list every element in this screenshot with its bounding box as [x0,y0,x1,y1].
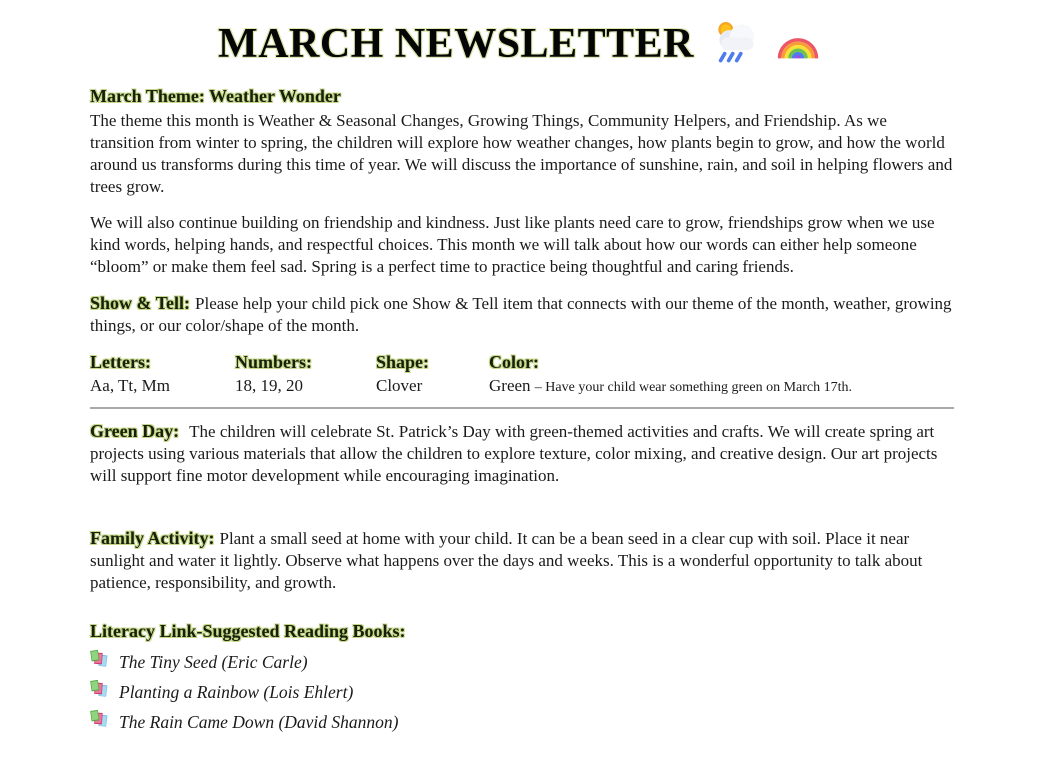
newsletter-body [0,69,1038,735]
section-divider [90,407,954,409]
color-value [489,374,954,399]
month-info-row [90,351,954,399]
rainbow-icon [776,20,820,67]
list-item [90,679,954,705]
book-title: The Rain Came Down (David Shannon) [119,711,399,732]
books-icon [90,709,110,735]
literacy-link-heading: Literacy Link-Suggested Reading Books: [90,621,406,641]
numbers-column [235,351,376,399]
page-title: MARCH NEWSLETTER [218,20,694,67]
sun-behind-rain-cloud-icon [712,18,758,69]
books-icon [90,649,110,675]
green-day-text: The children will celebrate St. Patrick’s Day with green-themed activities and crafts. We will create spring art projects using various materials that allow the children to explore texture, color mixing, and creative design. Our art projects will support fine motor development while encouraging imagination. [90,422,938,485]
reading-book-list [90,649,954,735]
letters-value: Aa, Tt, Mm [90,376,170,395]
letters-label: Letters: [90,352,151,372]
show-and-tell-paragraph [90,292,954,337]
theme-paragraph-2: We will also continue building on friendship and kindness. Just like plants need care to grow, friendships grow when we use kind words, helping hands, and respectful choices. This month we will talk about how our words can either help someone “bloom” or make them feel sad. Spring is a perfect time to practice being thoughtful and caring friends. [90,213,935,276]
show-and-tell-heading: Show & Tell: [90,293,191,313]
shape-label: Shape: [376,352,430,372]
book-title: The Tiny Seed (Eric Carle) [119,651,308,672]
march-theme-heading: March Theme: Weather Wonder [90,86,341,106]
color-label: Color: [489,352,539,372]
list-item [90,649,954,675]
list-item [90,709,954,735]
family-activity-paragraph [90,527,954,594]
green-day-heading: Green Day: [90,421,180,441]
book-title: Planting a Rainbow (Lois Ehlert) [119,681,354,702]
shape-column [376,351,489,399]
letters-column [90,351,235,399]
family-activity-text: Plant a small seed at home with your child. It can be a bean seed in a clear cup with soil. Place it near sunlight and water it lightly. Observe what happens over the days and weeks. This is a wonderful opportunity to talk about patience, responsibility, and growth. [90,529,923,592]
color-value-main: Green [489,376,531,395]
numbers-value: 18, 19, 20 [235,376,303,395]
color-value-note: – Have your child wear something green on March 17th. [534,380,853,395]
shape-value: Clover [376,376,423,395]
color-column [489,351,954,399]
books-icon [90,679,110,705]
theme-paragraph-1: The theme this month is Weather & Seasonal Changes, Growing Things, Community Helpers, and Friendship. As we transition from winter to spring, the children will explore how weather changes, how plants begin to grow, and how the world around us transforms during this time of year. We will discuss the importance of sunshine, rain, and soil in helping flowers and trees grow. [90,111,953,196]
newsletter-title-row [0,0,1038,69]
show-and-tell-text: Please help your child pick one Show & Tell item that connects with our theme of the month, weather, growing things, or our color/shape of the month. [90,294,952,335]
family-activity-heading: Family Activity: [90,528,215,548]
green-day-paragraph [90,420,954,487]
numbers-label: Numbers: [235,352,312,372]
